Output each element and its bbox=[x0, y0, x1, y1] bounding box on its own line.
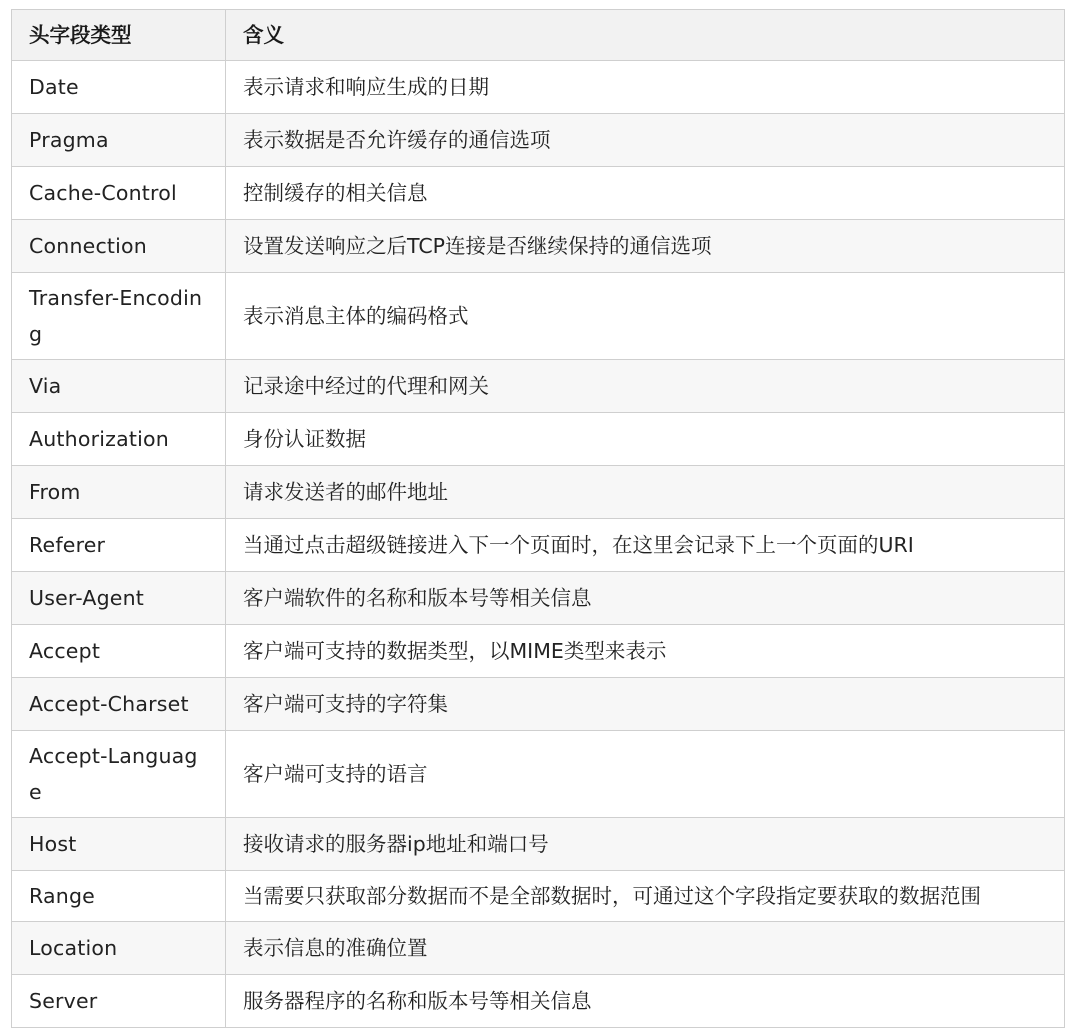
field-meaning-cell: 当通过点击超级链接进入下一个页面时，在这里会记录下上一个页面的URI bbox=[226, 519, 1065, 572]
field-name-cell: Connection bbox=[12, 220, 226, 273]
table-row bbox=[12, 220, 1065, 273]
field-name-cell: From bbox=[12, 466, 226, 519]
field-name-cell: Cache-Control bbox=[12, 167, 226, 220]
field-meaning-cell: 表示请求和响应生成的日期 bbox=[226, 61, 1065, 114]
table-row bbox=[12, 975, 1065, 1028]
table-row bbox=[12, 818, 1065, 871]
column-header-field-type: 头字段类型 bbox=[12, 10, 226, 61]
field-name-cell: Authorization bbox=[12, 413, 226, 466]
table-row bbox=[12, 871, 1065, 922]
field-meaning-cell: 请求发送者的邮件地址 bbox=[226, 466, 1065, 519]
field-meaning-cell: 身份认证数据 bbox=[226, 413, 1065, 466]
field-meaning-cell: 控制缓存的相关信息 bbox=[226, 167, 1065, 220]
table-row bbox=[12, 572, 1065, 625]
field-name-cell: User-Agent bbox=[12, 572, 226, 625]
table-row bbox=[12, 922, 1065, 975]
table-row bbox=[12, 678, 1065, 731]
table-row bbox=[12, 625, 1065, 678]
field-meaning-cell: 客户端可支持的数据类型，以MIME类型来表示 bbox=[226, 625, 1065, 678]
table-row bbox=[12, 114, 1065, 167]
table-row bbox=[12, 360, 1065, 413]
field-meaning-cell: 客户端软件的名称和版本号等相关信息 bbox=[226, 572, 1065, 625]
field-name-cell: Location bbox=[12, 922, 226, 975]
field-name-cell: Transfer-Encoding bbox=[12, 273, 226, 360]
field-meaning-cell: 客户端可支持的字符集 bbox=[226, 678, 1065, 731]
field-meaning-cell: 接收请求的服务器ip地址和端口号 bbox=[226, 818, 1065, 871]
table-row bbox=[12, 519, 1065, 572]
field-meaning-cell: 设置发送响应之后TCP连接是否继续保持的通信选项 bbox=[226, 220, 1065, 273]
field-name-cell: Referer bbox=[12, 519, 226, 572]
field-meaning-cell: 客户端可支持的语言 bbox=[226, 731, 1065, 818]
field-meaning-cell: 服务器程序的名称和版本号等相关信息 bbox=[226, 975, 1065, 1028]
header-fields-table-container bbox=[11, 9, 1064, 1028]
field-meaning-cell: 表示信息的准确位置 bbox=[226, 922, 1065, 975]
field-meaning-cell: 记录途中经过的代理和网关 bbox=[226, 360, 1065, 413]
column-header-meaning: 含义 bbox=[226, 10, 1065, 61]
table-row bbox=[12, 61, 1065, 114]
field-name-cell: Accept-Language bbox=[12, 731, 226, 818]
header-fields-table bbox=[11, 9, 1065, 1028]
field-name-cell: Server bbox=[12, 975, 226, 1028]
field-name-cell: Pragma bbox=[12, 114, 226, 167]
table-row bbox=[12, 413, 1065, 466]
table-row bbox=[12, 167, 1065, 220]
field-name-cell: Via bbox=[12, 360, 226, 413]
field-name-cell: Range bbox=[12, 871, 226, 922]
field-name-cell: Accept bbox=[12, 625, 226, 678]
field-name-cell: Accept-Charset bbox=[12, 678, 226, 731]
field-meaning-cell: 当需要只获取部分数据而不是全部数据时，可通过这个字段指定要获取的数据范围 bbox=[226, 871, 1065, 922]
field-name-cell: Date bbox=[12, 61, 226, 114]
field-name-cell: Host bbox=[12, 818, 226, 871]
field-meaning-cell: 表示数据是否允许缓存的通信选项 bbox=[226, 114, 1065, 167]
table-header-row bbox=[12, 10, 1065, 61]
table-row bbox=[12, 466, 1065, 519]
table-row bbox=[12, 273, 1065, 360]
field-meaning-cell: 表示消息主体的编码格式 bbox=[226, 273, 1065, 360]
table-row bbox=[12, 731, 1065, 818]
